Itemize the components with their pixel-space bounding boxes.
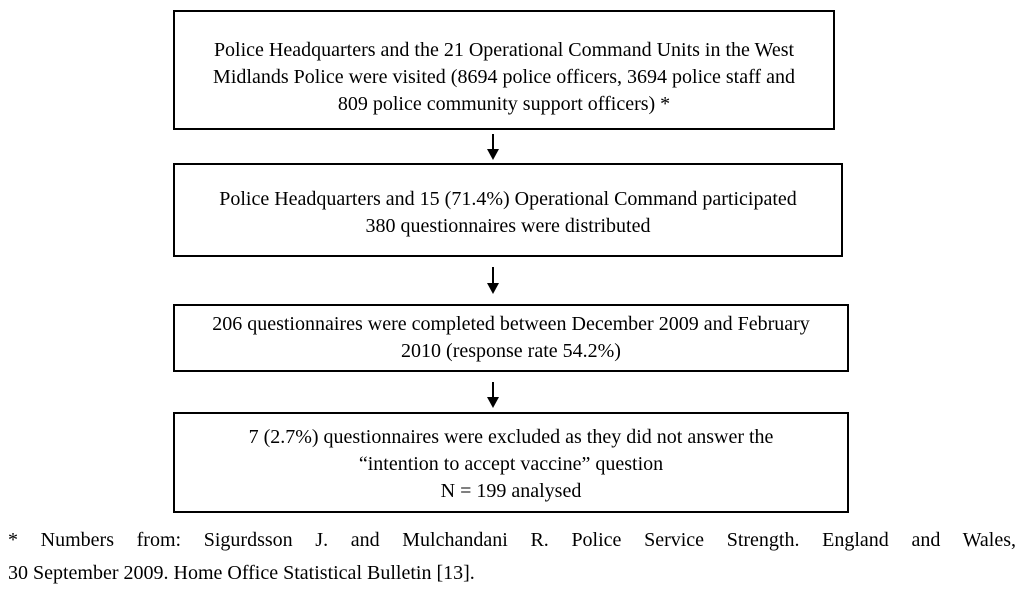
flow-box-exclusions-analysed: [173, 412, 849, 513]
footnote: [8, 524, 1016, 590]
flow-box-text-line: 380 questionnaires were distributed: [365, 215, 651, 237]
flow-box-participation: [173, 163, 843, 257]
flow-box-text-line: “intention to accept vaccine” question: [358, 453, 664, 475]
flow-box-text-line: Midlands Police were visited (8694 police officers, 3694 police staff and: [213, 65, 795, 88]
flow-box-text-line: 206 questionnaires were completed between December 2009 and February: [212, 313, 810, 335]
footnote-line: 30 September 2009. Home Office Statistical Bulletin [13].: [8, 562, 475, 584]
flow-box-text-line: Police Headquarters and 15 (71.4%) Operational Command participated: [219, 188, 797, 210]
arrow-stem: [492, 382, 494, 397]
down-arrow-icon: [485, 382, 501, 408]
arrow-head: [487, 149, 499, 160]
flow-box-text-line: 2010 (response rate 54.2%): [401, 340, 621, 362]
arrow-stem: [492, 267, 494, 283]
footnote-line: * Numbers from: Sigurdsson J. and Mulchandani R. Police Service Strength. England and Wales,: [8, 529, 1016, 551]
down-arrow-icon: [485, 134, 501, 160]
flow-box-text-line: 809 police community support officers) *: [337, 92, 671, 115]
flow-box-population-visited: [173, 10, 835, 130]
arrow-head: [487, 283, 499, 294]
flow-box-text-line: 7 (2.7%) questionnaires were excluded as they did not answer the: [248, 426, 774, 448]
down-arrow-icon: [485, 267, 501, 294]
flow-box-completed-responses: [173, 304, 849, 372]
arrow-stem: [492, 134, 494, 149]
flow-box-text-line: N = 199 analysed: [440, 480, 582, 502]
flow-box-text-line: Police Headquarters and the 21 Operational Command Units in the West: [213, 38, 795, 61]
arrow-head: [487, 397, 499, 408]
